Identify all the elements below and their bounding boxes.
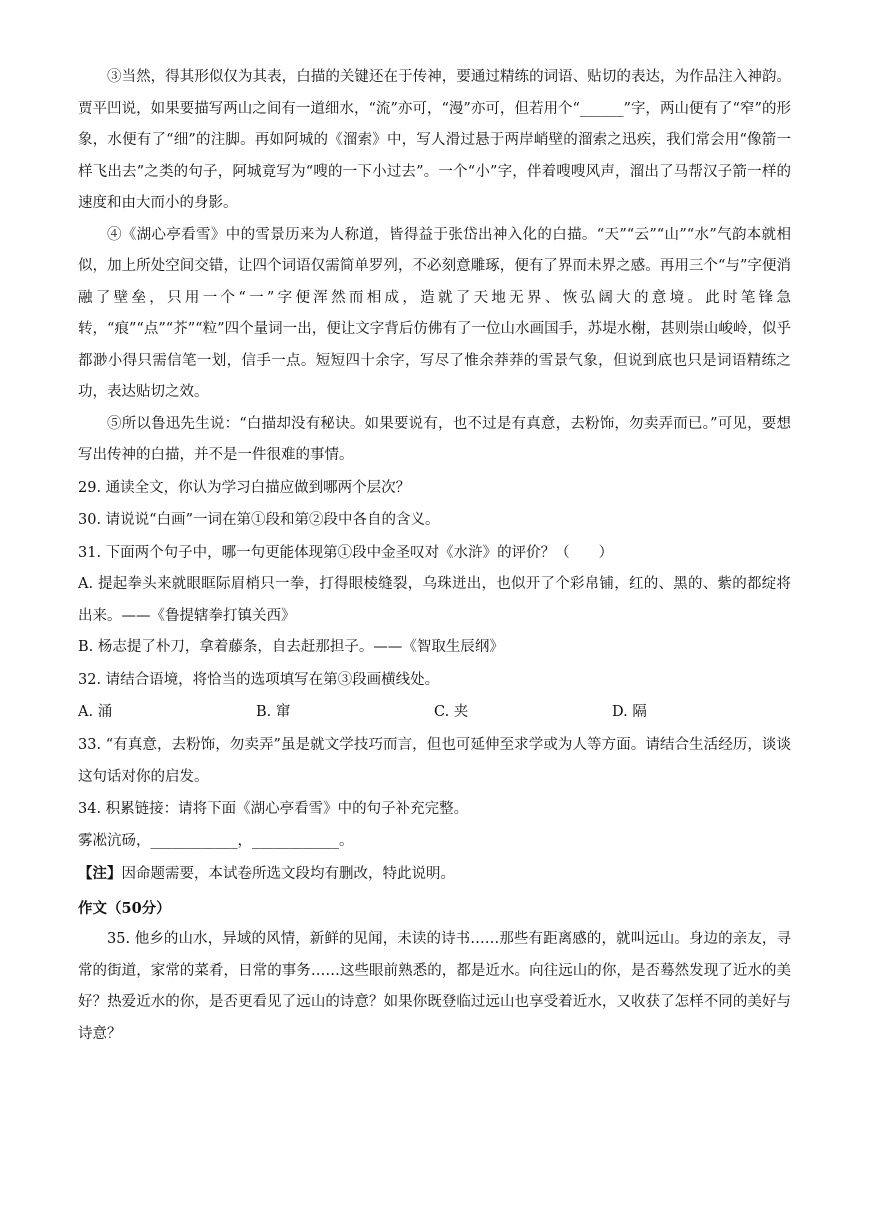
question-31: 31. 下面两个句子中，哪一句更能体现第①段中金圣叹对《水浒》的评价？（ ） (78, 544, 614, 561)
question-29: 29. 通读全文，你认为学习白描应做到哪两个层次？ (78, 479, 411, 496)
question-32-options (78, 696, 791, 729)
question-30: 30. 请说说“白画”一词在第①段和第②段中各自的含义。 (78, 512, 440, 528)
question-31-option-b: B. 杨志提了朴刀，拿着藤条，自去赶那担子。——《智取生辰纲》 (78, 639, 504, 655)
question-34-fill-line: 雾凇沆砀，____________，____________。 (78, 832, 354, 849)
paragraph-3: ③当然，得其形似仅为其表，白描的关键还在于传神，要通过精练的词语、贴切的表达，为作品注入神韵。贾平凹说，如果要描写两山之间有一道细水，“流”亦可，“漫”亦可，但若用个“______”字，两山便有了“窄”的形象，水便有了“细”的注脚。再如阿城的《溜索》中，写人滑过悬于两岸峭壁的溜索之迅疾，我们常会用“像箭一样飞出去”之类的句子，阿城竟写为“嗖的一下小过去”。一个“小”字，伴着嗖嗖风声，溜出了马帮汉子箭一样的速度和由大而小的身影。 (78, 69, 791, 211)
note (78, 858, 791, 891)
question-32-option-b: B. 窜 (256, 704, 291, 720)
question-32: 32. 请结合语境，将恰当的选项填写在第③段画横线处。 (78, 671, 440, 688)
question-32-option-a: A. 涌 (78, 704, 113, 720)
paragraph-5: ⑤所以鲁迅先生说：“白描却没有秘诀。如果要说有，也不过是有真意，去粉饰，勿卖弄而已。”可见，要想写出传神的白描，并不是一件很难的事情。 (78, 415, 791, 463)
question-33: 33. “有真意，去粉饰，勿卖弄”虽是就文学技巧而言，但也可延伸至求学或为人等方面。请结合生活经历，谈谈这句话对你的启发。 (78, 737, 791, 785)
paragraph-4: ④《湖心亭看雪》中的雪景历来为人称道，皆得益于张岱出神入化的白描。“天”“云”“山”“水”气韵本就相似，加上所处空间交错，让四个词语仅需简单罗列，不必刻意雕琢，便有了界而未界之感。再用三个“与”字便消融了壁垒，只用一个“一”字便浑然而相成，造就了天地无界、恢弘阔大的意境。此时笔锋急转，“痕”“点”“芥”“粒”四个量词一出，便让文字背后仿佛有了一位山水画国手，苏堤水榭，甚则崇山峻岭，似乎都渺小得只需信笔一划，信手一点。短短四十余字，写尽了惟余莽莽的雪景气象，但说到底也只是词语精练之功，表达贴切之效。 (78, 226, 791, 400)
question-32-option-d: D. 隔 (612, 704, 647, 720)
note-text: 因命题需要，本试卷所选文段均有删改，特此说明。 (121, 866, 455, 882)
essay-prompt: 35. 他乡的山水，异域的风情，新鲜的见闻，未读的诗书……那些有距离感的，就叫远山。身边的亲友，寻常的街道，家常的菜肴，日常的事务……这些眼前熟悉的，都是近水。向往远山的你，是否蓦然发现了近水的美好？热爱近水的你，是否更看见了远山的诗意？如果你既登临过远山也享受着近水，又收获了怎样不同的美好与诗意？ (78, 931, 791, 1042)
essay-heading: 作文（50分） (78, 899, 171, 917)
question-31-option-a: A. 提起拳头来就眼眶际眉梢只一拳，打得眼棱缝裂，乌珠迸出，也似开了个彩帛铺，红的、黑的、紫的都绽将出来。——《鲁提辖拳打镇关西》 (78, 576, 791, 624)
question-34: 34. 积累链接：请将下面《湖心亭看雪》中的句子补充完整。 (78, 801, 469, 817)
question-32-option-c: C. 夹 (434, 704, 469, 720)
note-label: 【注】 (78, 865, 122, 882)
